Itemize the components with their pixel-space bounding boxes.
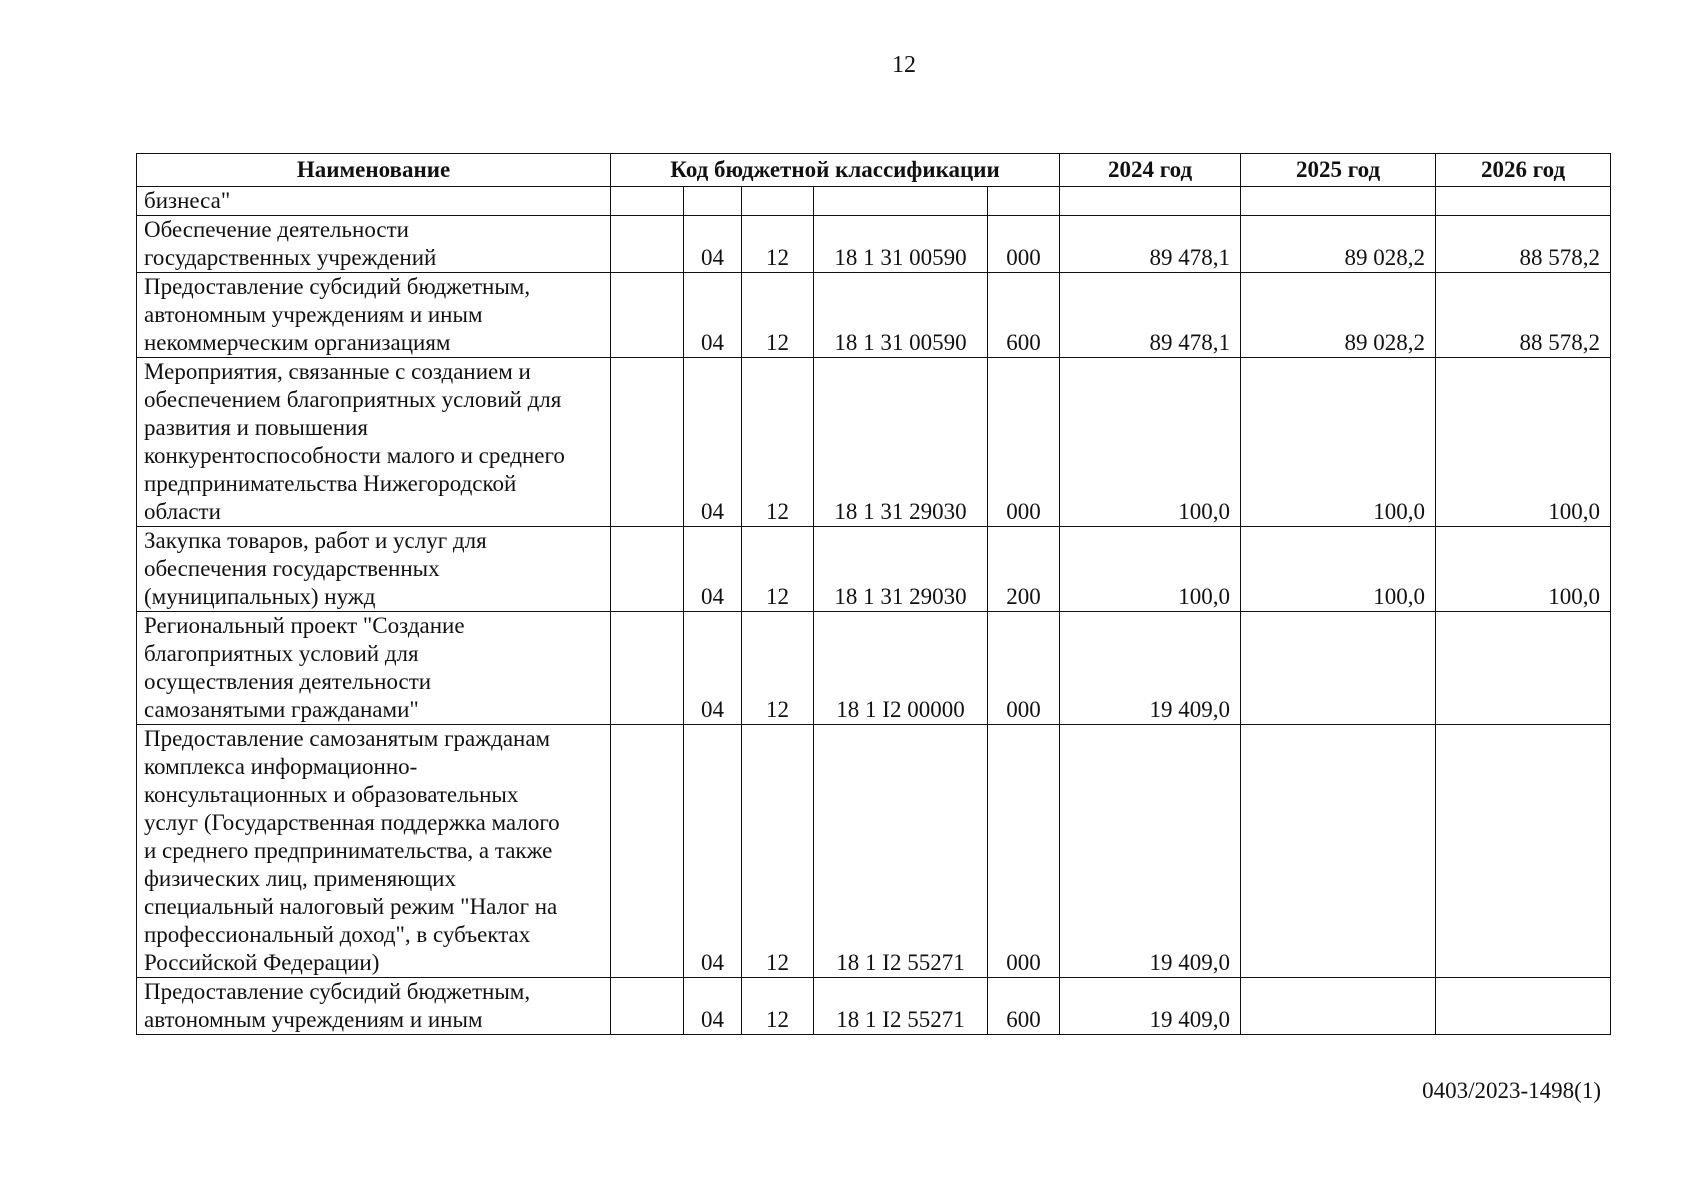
row-name: Обеспечение деятельности государственных учреждений — [137, 216, 611, 273]
row-code-5: 000 — [988, 725, 1060, 978]
row-code-1 — [611, 273, 684, 358]
row-code-3: 12 — [742, 273, 814, 358]
row-code-1 — [611, 978, 684, 1035]
row-code-5: 200 — [988, 527, 1060, 612]
row-code-2: 04 — [684, 612, 742, 725]
row-code-3: 12 — [742, 978, 814, 1035]
row-name: Региональный проект "Создание благоприятных условий для осуществления деятельности самозанятыми гражданами" — [137, 612, 611, 725]
table-row — [137, 358, 1611, 527]
row-code-5: 000 — [988, 358, 1060, 527]
row-value-2026 — [1436, 725, 1611, 978]
row-value-2026: 100,0 — [1436, 527, 1611, 612]
row-value-2025 — [1241, 725, 1436, 978]
table-header-row — [137, 154, 1611, 187]
table-row — [137, 725, 1611, 978]
row-value-2024: 100,0 — [1060, 358, 1241, 527]
row-value-2025 — [1241, 978, 1436, 1035]
row-name: Предоставление субсидий бюджетным, автономным учреждениям и иным некоммерческим организациям — [137, 273, 611, 358]
row-value-2025: 100,0 — [1241, 527, 1436, 612]
row-code-5 — [988, 187, 1060, 216]
row-code-5: 000 — [988, 612, 1060, 725]
row-name: Закупка товаров, работ и услуг для обеспечения государственных (муниципальных) нужд — [137, 527, 611, 612]
row-value-2026 — [1436, 187, 1611, 216]
row-code-1 — [611, 187, 684, 216]
table-row — [137, 612, 1611, 725]
row-code-2: 04 — [684, 725, 742, 978]
row-name: Мероприятия, связанные с созданием и обеспечением благоприятных условий для развития и повышения конкурентоспособности малого и среднего предпринимательства Нижегородской области — [137, 358, 611, 527]
row-code-2: 04 — [684, 978, 742, 1035]
budget-table — [136, 153, 1611, 1035]
row-value-2024: 19 409,0 — [1060, 612, 1241, 725]
row-value-2024: 19 409,0 — [1060, 725, 1241, 978]
row-value-2026: 100,0 — [1436, 358, 1611, 527]
row-code-4: 18 1 31 29030 — [814, 358, 988, 527]
row-code-2: 04 — [684, 358, 742, 527]
row-value-2024: 89 478,1 — [1060, 273, 1241, 358]
row-code-1 — [611, 725, 684, 978]
row-code-2: 04 — [684, 273, 742, 358]
row-value-2025 — [1241, 612, 1436, 725]
table-row — [137, 216, 1611, 273]
row-code-2 — [684, 187, 742, 216]
row-code-3: 12 — [742, 527, 814, 612]
row-code-4: 18 1 I2 55271 — [814, 978, 988, 1035]
row-code-5: 600 — [988, 273, 1060, 358]
row-code-2: 04 — [684, 527, 742, 612]
row-value-2025: 89 028,2 — [1241, 216, 1436, 273]
row-code-3: 12 — [742, 358, 814, 527]
row-name: Предоставление самозанятым гражданам комплекса информационно- консультационных и образовательных услуг (Государственная поддержка малого и среднего предпринимательства, а также физических лиц, применяющих специальный налоговый режим "Налог на профессиональный доход", в субъектах Российской Федерации) — [137, 725, 611, 978]
row-code-4: 18 1 I2 00000 — [814, 612, 988, 725]
row-value-2025 — [1241, 187, 1436, 216]
row-value-2026: 88 578,2 — [1436, 273, 1611, 358]
header-2024: 2024 год — [1060, 154, 1241, 187]
row-code-3: 12 — [742, 725, 814, 978]
table-row — [137, 273, 1611, 358]
row-code-4: 18 1 31 00590 — [814, 216, 988, 273]
row-code-4: 18 1 31 00590 — [814, 273, 988, 358]
header-2025: 2025 год — [1241, 154, 1436, 187]
row-value-2024: 89 478,1 — [1060, 216, 1241, 273]
row-value-2025: 100,0 — [1241, 358, 1436, 527]
header-code: Код бюджетной классификации — [611, 154, 1060, 187]
row-code-1 — [611, 358, 684, 527]
row-code-4: 18 1 I2 55271 — [814, 725, 988, 978]
row-name: бизнеса" — [137, 187, 611, 216]
header-name: Наименование — [137, 154, 611, 187]
row-code-3 — [742, 187, 814, 216]
page-number: 12 — [892, 52, 916, 78]
row-name: Предоставление субсидий бюджетным, автономным учреждениям и иным — [137, 978, 611, 1035]
row-code-5: 000 — [988, 216, 1060, 273]
header-2026: 2026 год — [1436, 154, 1611, 187]
row-value-2025: 89 028,2 — [1241, 273, 1436, 358]
row-value-2024: 100,0 — [1060, 527, 1241, 612]
row-value-2024 — [1060, 187, 1241, 216]
row-code-4 — [814, 187, 988, 216]
table-row — [137, 978, 1611, 1035]
row-code-2: 04 — [684, 216, 742, 273]
row-code-3: 12 — [742, 216, 814, 273]
row-code-3: 12 — [742, 612, 814, 725]
row-value-2026 — [1436, 612, 1611, 725]
row-value-2026: 88 578,2 — [1436, 216, 1611, 273]
row-value-2024: 19 409,0 — [1060, 978, 1241, 1035]
table-row — [137, 187, 1611, 216]
row-code-1 — [611, 527, 684, 612]
row-code-4: 18 1 31 29030 — [814, 527, 988, 612]
row-code-5: 600 — [988, 978, 1060, 1035]
table-row — [137, 527, 1611, 612]
document-code: 0403/2023-1498(1) — [1422, 1078, 1601, 1103]
row-code-1 — [611, 216, 684, 273]
row-code-1 — [611, 612, 684, 725]
row-value-2026 — [1436, 978, 1611, 1035]
